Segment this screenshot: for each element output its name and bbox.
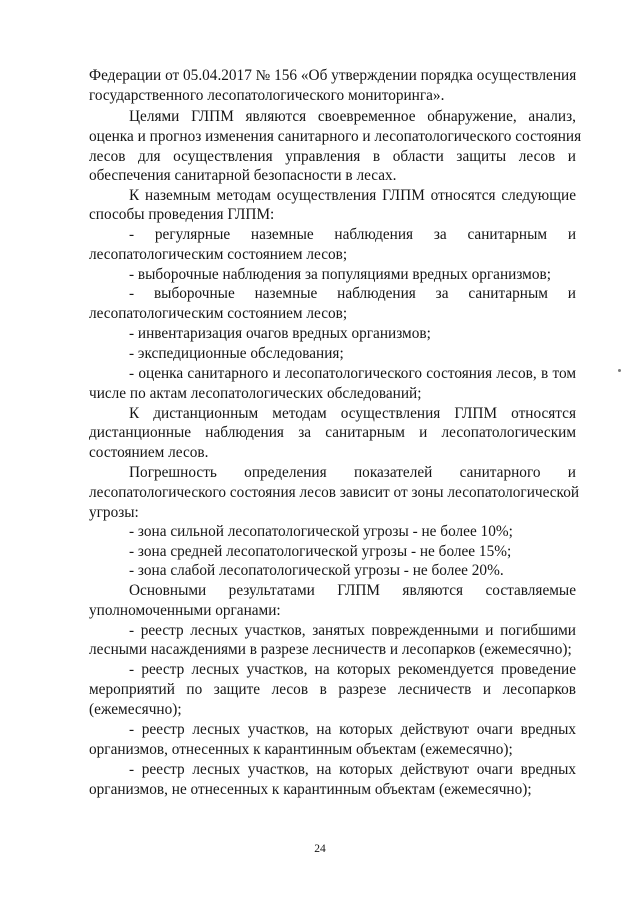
paragraph-line: Целями ГЛПМ являются своевременное обнаружение, анализ, (129, 108, 576, 125)
paragraph-line: лесными насаждениями в разрезе лесничеств и лесопарков (ежемесячно); (89, 641, 572, 658)
word: регулярные (154, 226, 231, 243)
list-item: - оценка санитарного и лесопатологического состояния лесов, в том (129, 365, 576, 382)
paragraph-line: К дистанционным методам осуществления ГЛПМ относятся (129, 405, 576, 422)
paragraph-line: лесопатологического состояния лесов зависит от зоны лесопатологической (89, 484, 580, 501)
word: выборочные (153, 285, 235, 302)
list-dash: - (129, 226, 135, 243)
paragraph-line: государственного лесопатологического мониторинга». (89, 87, 445, 104)
paragraph-line: Погрешность определения показателей санитарного и (129, 464, 576, 481)
list-item-first-line (89, 284, 576, 304)
paragraph-line: дистанционные наблюдения за санитарным и лесопатологическим (89, 424, 576, 441)
word: наземные (254, 285, 318, 302)
list-item: - зона средней лесопатологической угрозы - не более 15%; (129, 543, 512, 560)
list-item: - реестр лесных участков, на которых действуют очаги вредных (129, 761, 576, 778)
paragraph-line: организмов, не отнесенных к карантинным объектам (ежемесячно); (89, 781, 532, 798)
paragraph-line: Основными результатами ГЛПМ являются составляемые (129, 582, 576, 599)
word: наблюдения (334, 226, 414, 243)
list-item: - реестр лесных участков, на которых рекомендуется проведение (129, 661, 576, 678)
paragraph-line: организмов, отнесенных к карантинным объектам (ежемесячно); (89, 741, 513, 758)
word: санитарным (468, 285, 548, 302)
word: и (567, 285, 576, 302)
paragraph-line: обеспечения санитарной безопасности в лесах. (89, 167, 397, 184)
paragraph-line: (ежемесячно); (89, 701, 182, 718)
list-item-first-line (89, 225, 576, 245)
paragraph-line: числе по актам лесопатологических обследований; (89, 385, 422, 402)
paragraph-line: угрозы: (89, 504, 139, 521)
list-item: - реестр лесных участков, занятых поврежденными и погибшими (129, 622, 576, 639)
word: и (567, 226, 576, 243)
paragraph-line: мероприятий по защите лесов в разрезе лесничеств и лесопарков (89, 681, 576, 698)
list-item: - экспедиционные обследования; (129, 345, 344, 362)
paragraph-line: способы проведения ГЛПМ: (89, 206, 275, 223)
list-item: - зона сильной лесопатологической угрозы - не более 10%; (129, 523, 513, 540)
paragraph-line: лесопатологическим состоянием лесов; (89, 305, 348, 322)
paragraph-line: уполномоченными органами: (89, 602, 281, 619)
word: наземные (250, 226, 314, 243)
paragraph-line: состоянием лесов. (89, 444, 209, 461)
page-number: 24 (314, 843, 326, 855)
word: наблюдения (337, 285, 416, 302)
word: за (433, 226, 447, 243)
list-item: - реестр лесных участков, на которых действуют очаги вредных (129, 721, 576, 738)
paragraph-line: оценка и прогноз изменения санитарного и лесопатологического состояния (89, 128, 582, 145)
list-item: - инвентаризация очагов вредных организмов; (129, 325, 431, 342)
word: за (435, 285, 449, 302)
paragraph-line: лесов для осуществления управления в области защиты лесов и (89, 148, 576, 165)
paragraph-line: Федерации от 05.04.2017 № 156 «Об утверждении порядка осуществления (89, 67, 577, 84)
paragraph-line: К наземным методам осуществления ГЛПМ относятся следующие (129, 187, 576, 204)
list-item: - выборочные наблюдения за популяциями вредных организмов; (129, 266, 551, 283)
list-item: - зона слабой лесопатологической угрозы - не более 20%. (129, 562, 504, 579)
list-dash: - (129, 285, 135, 302)
word: санитарным (467, 226, 548, 243)
scan-speck (618, 369, 621, 372)
paragraph-line: лесопатологическим состоянием лесов; (89, 246, 348, 263)
